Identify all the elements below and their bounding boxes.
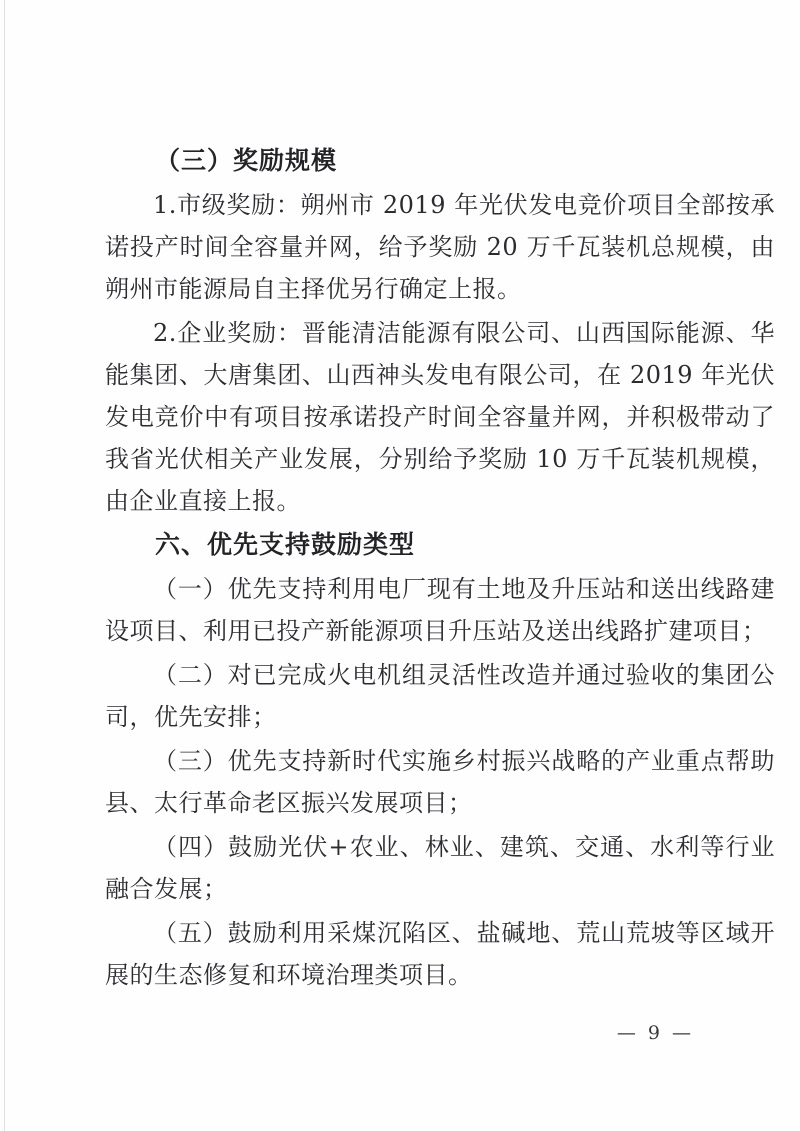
scan-edge-artifact xyxy=(4,0,5,1131)
paragraph-item-2: （二）对已完成火电机组灵活性改造并通过验收的集团公司，优先安排； xyxy=(105,661,775,731)
paragraph-city-level-reward: 1.市级奖励：朔州市 2019 年光伏发电竞价项目全部按承诺投产时间全容量并网，给予奖励 20 万千瓦装机总规模，由朔州市能源局自主择优另行确定上报。 xyxy=(105,191,775,303)
section-heading-reward-scale: （三）奖励规模 xyxy=(155,146,338,175)
paragraph-item-5: （五）鼓励利用采煤沉陷区、盐碱地、荒山荒坡等区域开展的生态修复和环境治理类项目。 xyxy=(105,919,775,989)
page-number: — 9 — xyxy=(616,1022,694,1044)
document-body xyxy=(105,140,775,998)
paragraph-item-3: （三）优先支持新时代实施乡村振兴战略的产业重点帮助县、太行革命老区振兴发展项目； xyxy=(105,747,775,817)
paragraph-item-1: （一）优先支持利用电厂现有土地及升压站和送出线路建设项目、利用已投产新能源项目升压站及送出线路扩建项目； xyxy=(105,575,775,645)
paragraph-item-4: （四）鼓励光伏+农业、林业、建筑、交通、水利等行业融合发展； xyxy=(105,833,775,903)
paragraph-enterprise-reward: 2.企业奖励：晋能清洁能源有限公司、山西国际能源、华能集团、大唐集团、山西神头发电有限公司，在 2019 年光伏发电竞价中有项目按承诺投产时间全容量并网，并积极带动了我省光伏相关产业发展，分别给予奖励 10 万千瓦装机规模，由企业直接上报。 xyxy=(105,319,775,515)
section-heading-priority-support-types: 六、优先支持鼓励类型 xyxy=(155,530,416,559)
